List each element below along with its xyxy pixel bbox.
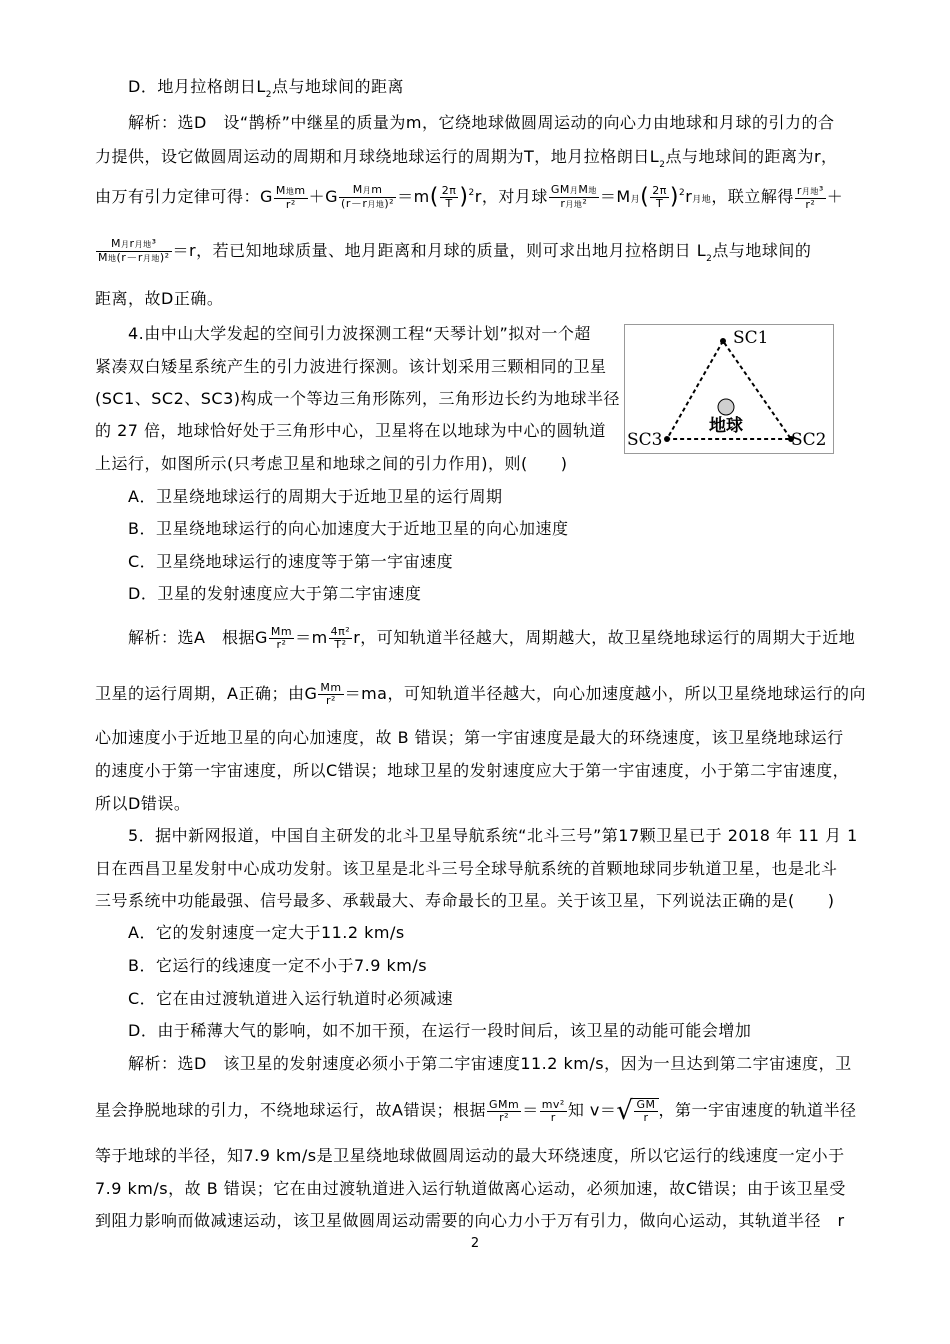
q4-option-b: B．卫星绕地球运行的向心加速度大于近地卫星的向心加速度	[128, 519, 569, 538]
earth-label: 地球	[709, 416, 743, 436]
q5-analysis-line: 7.9 km/s，故 B 错误；它在由过渡轨道进入运行轨道做离心运动，必须加速，故C错误；由于该卫星受	[95, 1179, 846, 1198]
q4-option-c: C．卫星绕地球运行的速度等于第一宇宙速度	[128, 552, 454, 571]
q4-stem-line: (SC1、SC2、SC3)构成一个等边三角形陈列，三角形边长约为地球半径	[95, 389, 621, 408]
q5-analysis-formula-line: 星会挣脱地球的引力，不绕地球运行，故A错误；根据 $\frac{\text{GMm}}{\text{r²}}$ ＝ $\frac{\text{mv²}}{r}$ 知 v＝√ $\frac{GM}{r}$ ，第一宇宙速度的轨道半径	[95, 1096, 857, 1126]
q3-analysis-line: 距离，故D正确。	[95, 289, 224, 308]
q5-option-b: B．它运行的线速度一定不小于7.9 km/s	[128, 956, 428, 975]
sc1-dot	[720, 338, 726, 344]
q5-stem-line: 5．据中新网报道，中国自主研发的北斗卫星导航系统“北斗三号”第17颗卫星已于 2018 年 11 月 1	[128, 826, 858, 845]
q4-option-a: A．卫星绕地球运行的周期大于近地卫星的运行周期	[128, 487, 503, 506]
earth-icon	[718, 399, 734, 415]
q3-analysis-line: 力提供，设它做圆周运动的周期和月球绕地球运行的周期为T，地月拉格朗日$L_2$点与地球间的距离为r，	[95, 147, 838, 170]
q4-option-d: D．卫星的发射速度应大于第二宇宙速度	[128, 584, 422, 603]
satellite-triangle-diagram	[625, 325, 833, 453]
q4-analysis-formula-line: 卫星的运行周期，A正确；由G $\frac{Mm}{\text{r²}}$ ＝ma，可知轨道半径越大，向心加速度越小，所以卫星绕地球运行的向	[95, 681, 866, 707]
page-number: 2	[470, 1236, 480, 1251]
q4-stem-line: 紧凑双白矮星系统产生的引力波进行探测。该计划采用三颗相同的卫星	[95, 357, 607, 376]
q4-analysis-line: 的速度小于第一宇宙速度，所以C错误；地球卫星的发射速度应大于第一宇宙速度，小于第二宇宙速度，	[95, 761, 850, 780]
q5-stem-line: 日在西昌卫星发射中心成功发射。该卫星是北斗三号全球导航系统的首颗地球同步轨道卫星，也是北斗	[95, 859, 838, 878]
q5-option-c: C．它在由过渡轨道进入运行轨道时必须减速	[128, 989, 454, 1008]
q5-analysis-line: 解析：选D 该卫星的发射速度必须小于第二宇宙速度11.2 km/s，因为一旦达到第二宇宙速度，卫	[128, 1054, 852, 1073]
satellite-triangle-figure	[624, 324, 834, 454]
q4-stem-line: 上运行，如图所示(只考虑卫星和地球之间的引力作用)，则( )	[95, 454, 568, 473]
sc1-label: SC1	[733, 328, 769, 348]
sc3-dot	[664, 436, 670, 442]
q4-analysis-line: 所以D错误。	[95, 794, 191, 813]
q3-analysis-formula-line: 由万有引力定律可得：G $\frac{\text{M地m}}{\text{r²}}$ ＋G $\frac{\text{M月m}}{\text{(r－r月地)²}}$ ＝m( $\frac{2\pi}{T}$ )$^2$r，对月球 $\frac{\text{GM月M地}}{\text{r月地²}}$ ＝M月( $\frac{2\pi}{T}$ )$^2$r月地，联立解得 $\frac{\text{r月地³}}{\text{r²}}$ ＋	[95, 183, 844, 211]
q3-analysis-line: 解析：选D 设“鹊桥”中继星的质量为m，它绕地球做圆周运动的向心力由地球和月球的引力的合	[128, 113, 835, 132]
q5-analysis-line: 到阻力影响而做减速运动，该卫星做圆周运动需要的向心力小于万有引力，做向心运动，其轨道半径 r	[95, 1211, 845, 1230]
q5-stem-line: 三号系统中功能最强、信号最多、承载最大、寿命最长的卫星。关于该卫星，下列说法正确的是( )	[95, 891, 835, 910]
q3-option-d: D．地月拉格朗日$L_2$点与地球间的距离	[128, 77, 404, 100]
q5-option-d: D．由于稀薄大气的影响，如不加干预，在运行一段时间后，该卫星的动能可能会增加	[128, 1021, 752, 1040]
q5-option-a: A．它的发射速度一定大于11.2 km/s	[128, 923, 405, 942]
q4-analysis-formula-line: 解析：选A 根据G $\frac{Mm}{\text{r²}}$ ＝m $\frac{\text{4π²}}{\text{T²}}$ r，可知轨道半径越大，周期越大，故卫星绕地球运行的周期大于近地	[128, 625, 856, 651]
q4-stem-line: 4.由中山大学发起的空间引力波探测工程“天琴计划”拟对一个超	[128, 324, 591, 343]
sc3-label: SC3	[627, 430, 663, 450]
sc2-label: SC2	[791, 430, 827, 450]
q4-analysis-line: 心加速度小于近地卫星的向心加速度，故 B 错误；第一宇宙速度是最大的环绕速度，该卫星绕地球运行	[95, 728, 844, 747]
q4-stem-line: 的 27 倍，地球恰好处于三角形中心，卫星将在以地球为中心的圆轨道	[95, 421, 607, 440]
q3-analysis-formula-line: $\frac{\text{M月r月地³}}{\text{M地(r－r月地)²}}$ ＝r，若已知地球质量、地月距离和月球的质量，则可求出地月拉格朗日 $L_2$点与地球间的	[98, 237, 812, 264]
q5-analysis-line: 等于地球的半径，知7.9 km/s是卫星绕地球做圆周运动的最大环绕速度，所以它运行的线速度一定小于	[95, 1146, 845, 1165]
